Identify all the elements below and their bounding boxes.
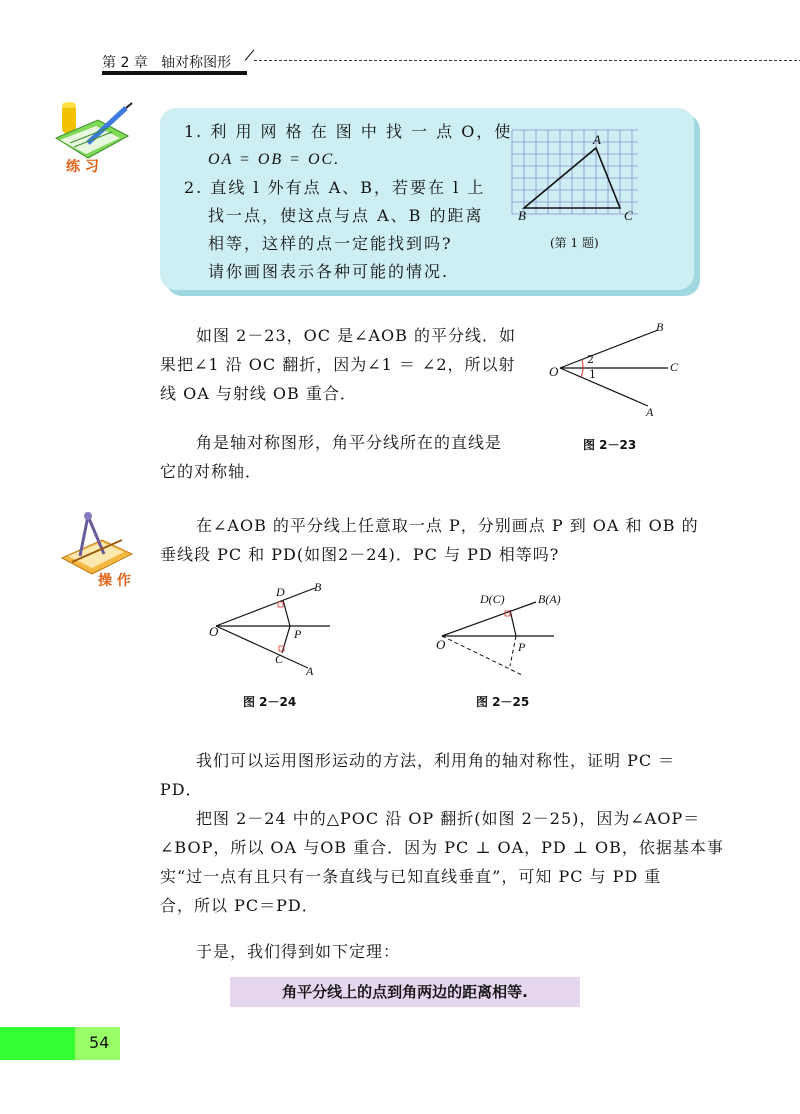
- proof-line2: PD．: [160, 780, 203, 799]
- fig224-label-c: C: [275, 652, 284, 666]
- fig225-label-dc: D(C): [480, 592, 505, 606]
- fig224-label-a: A: [306, 664, 314, 678]
- proof-line1: 我们可以运用图形运动的方法，利用角的轴对称性，证明 PC ＝: [196, 751, 676, 770]
- operation-icon-label: 操 作: [98, 573, 131, 589]
- para1-line2: 果把∠1 沿 OC 翻折，因为∠1 ＝ ∠2，所以射: [160, 355, 516, 374]
- practice-item-2-line-2: 找一点，使这点与点 A、B 的距离: [208, 206, 484, 225]
- fig225-caption: 图 2－25: [476, 695, 530, 709]
- para1-line1: 如图 2－23，OC 是∠AOB 的平分线．如: [196, 326, 516, 345]
- chapter-header: [102, 50, 702, 72]
- operation-line2: 垂线段 PC 和 PD(如图2－24)．PC 与 PD 相等吗?: [160, 545, 560, 564]
- page-number: 54: [89, 1033, 110, 1052]
- theorem-box: [230, 977, 580, 1007]
- page-number-bar: [0, 1027, 120, 1060]
- grid-caption: (第 1 题): [550, 236, 599, 250]
- practice-icon: [48, 98, 148, 188]
- grid-figure: [510, 128, 640, 228]
- proof-line3: 把图 2－24 中的△POC 沿 OP 翻折(如图 2－25)，因为∠AOP＝: [196, 809, 701, 828]
- header-slash: [245, 49, 255, 60]
- practice-icon-label: 练 习: [66, 159, 99, 175]
- fig223-angle-2: 2: [587, 353, 594, 366]
- para2-line2: 它的对称轴．: [160, 462, 263, 481]
- theorem-text: 角平分线上的点到角两边的距离相等.: [282, 983, 528, 1001]
- para2-line1: 角是轴对称图形，角平分线所在的直线是: [196, 433, 503, 452]
- figure-2-24: [200, 576, 350, 686]
- fig225-label-ba: B(A): [538, 592, 561, 606]
- header-underline: [102, 71, 247, 75]
- operation-icon: [52, 510, 152, 590]
- fig224-caption: 图 2－24: [243, 695, 297, 709]
- proof-line5: 实“过一点有且只有一条直线与已知直线垂直”，可知 PC 与 PD 重: [160, 867, 662, 886]
- fig225-label-o: O: [436, 637, 446, 652]
- operation-line1: 在∠AOB 的平分线上任意取一点 P，分别画点 P 到 OA 和 OB 的: [196, 516, 699, 535]
- practice-item-1-line-2: OA = OB = OC.: [208, 151, 341, 168]
- grid-label-c: C: [624, 208, 633, 223]
- practice-item-2-line-1: 2. 直线 l 外有点 A、B，若要在 l 上: [184, 178, 486, 197]
- practice-item-2-line-3: 相等，这样的点一定能找到吗?: [208, 234, 453, 253]
- fig223-label-b: B: [656, 320, 664, 334]
- para1-line3: 线 OA 与射线 OB 重合．: [160, 384, 357, 403]
- fig224-label-p: P: [294, 627, 302, 641]
- fig223-caption: 图 2－23: [583, 438, 637, 452]
- fig224-label-b: B: [314, 580, 322, 594]
- practice-item-1-line-1: 1. 利 用 网 格 在 图 中 找 一 点 O，使: [184, 122, 513, 141]
- practice-item-2-line-4: 请你画图表示各种可能的情况.: [208, 262, 450, 281]
- proof-line7: 于是，我们得到如下定理：: [196, 942, 401, 961]
- proof-line4: ∠BOP，所以 OA 与OB 重合．因为 PC ⊥ OA，PD ⊥ OB，依据基本事: [160, 838, 724, 857]
- chapter-title: 第 2 章 轴对称图形: [102, 55, 232, 71]
- fig223-label-o: O: [549, 364, 559, 379]
- header-dashed-rule: [254, 60, 800, 61]
- fig224-label-o: O: [209, 624, 219, 639]
- grid-label-b: B: [518, 208, 526, 223]
- proof-line6: 合，所以 PC＝PD．: [160, 896, 319, 915]
- fig223-label-c: C: [670, 360, 679, 374]
- fig223-label-a: A: [646, 405, 654, 419]
- fig224-label-d: D: [276, 585, 285, 599]
- fig225-label-p: P: [518, 640, 526, 654]
- practice-box: [160, 108, 694, 290]
- fig223-angle-1: 1: [589, 368, 596, 381]
- figure-2-23: [540, 316, 690, 426]
- grid-label-a: A: [593, 132, 601, 147]
